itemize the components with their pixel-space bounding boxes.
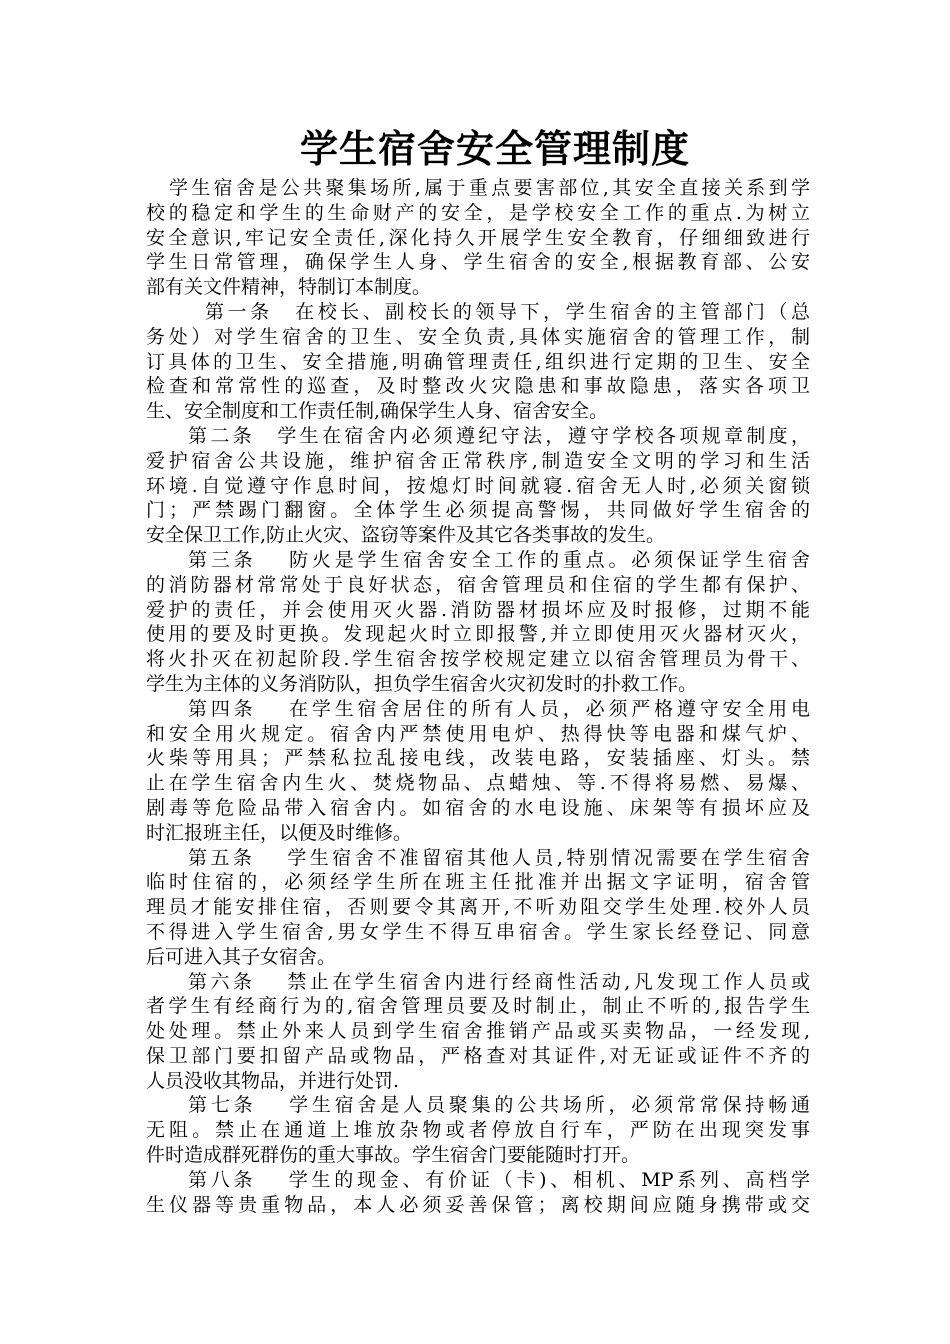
text-line: 第八条 学生的现金、有价证（卡)、相机、MP系列、高档学 (188, 1168, 810, 1191)
text-line: 第一条 在校长、副校长的领导下，学生宿舍的主管部门（总 (205, 300, 810, 323)
text-line: 安全意识,牢记安全责任,深化持久开展学生安全教育，仔细细致进行 (146, 226, 810, 249)
document-body (146, 176, 810, 1217)
text-line: 者学生有经商行为的,宿舍管理员要及时制止，制止不听的,报告学生 (146, 995, 810, 1018)
text-line: 安全保卫工作,防止火灾、盗窃等案件及其它各类事故的发生。 (146, 524, 666, 547)
text-line: 务处）对学生宿舍的卫生、安全负责,具体实施宿舍的管理工作，制 (146, 325, 810, 348)
text-line: 将火扑灭在初起阶段.学生宿舍按学校规定建立以宿舍管理员为骨干、 (146, 648, 810, 671)
text-line: 后可进入其子女宿舍。 (146, 945, 337, 968)
text-line: 和安全用火规定。宿舍内严禁使用电炉、热得快等电器和煤气炉、 (146, 722, 810, 745)
text-line: 校的稳定和学生的生命财产的安全，是学校安全工作的重点.为树立 (146, 201, 810, 224)
text-line: 门；严禁踢门翻窗。全体学生必须提高警惕，共同做好学生宿舍的 (146, 499, 810, 522)
text-line: 的消防器材常常处于良好状态，宿舍管理员和住宿的学生都有保护、 (146, 573, 810, 596)
text-line: 临时住宿的，必须经学生所在班主任批准并出据文字证明，宿舍管 (146, 871, 810, 894)
text-line: 生、安全制度和工作责任制,确保学生人身、宿舍安全。 (146, 400, 609, 423)
text-line: 时汇报班主任，以便及时维修。 (146, 821, 413, 844)
text-line: 剧毒等危险品带入宿舍内。如宿舍的水电设施、床架等有损坏应及 (146, 796, 810, 819)
text-line: 第七条 学生宿舍是人员聚集的公共场所，必须常常保持畅通 (188, 1094, 810, 1117)
text-line: 不得进入学生宿舍,男女学生不得互串宿舍。学生家长经登记、同意 (146, 920, 810, 943)
text-line: 爱护宿舍公共设施，维护宿舍正常秩序,制造安全文明的学习和生活 (146, 449, 810, 472)
text-line: 第四条 在学生宿舍居住的所有人员，必须严格遵守安全用电 (188, 697, 810, 720)
text-line: 部有关文件精神，特制订本制度。 (146, 276, 432, 299)
document-title: 学生宿舍安全管理制度 (299, 126, 690, 171)
text-line: 检查和常常性的巡查，及时整改火灾隐患和事故隐患，落实各项卫 (146, 375, 810, 398)
text-line: 学生日常管理，确保学生人身、学生宿舍的安全,根据教育部、公安 (146, 251, 810, 274)
text-line: 学生为主体的义务消防队，担负学生宿舍火灾初发时的扑救工作。 (146, 672, 698, 695)
text-line: 保卫部门要扣留产品或物品，严格查对其证件,对无证或证件不齐的 (146, 1044, 810, 1067)
text-line: 理员才能安排住宿，否则要令其离开,不听劝阻交学生处理.校外人员 (146, 896, 810, 919)
text-line: 订具体的卫生、安全措施,明确管理责任,组织进行定期的卫生、安全 (146, 350, 810, 373)
text-line: 第二条 学生在宿舍内必须遵纪守法，遵守学校各项规章制度， (188, 424, 810, 447)
text-line: 处处理。禁止外来人员到学生宿舍推销产品或买卖物品，一经发现, (146, 1020, 810, 1043)
text-line: 使用的要及时更换。发现起火时立即报警,并立即使用灭火器材灭火， (146, 623, 810, 646)
text-line: 件时造成群死群伤的重大事故。学生宿舍门要能随时打开。 (146, 1144, 641, 1167)
text-line: 第三条 防火是学生宿舍安全工作的重点。必须保证学生宿舍 (188, 548, 810, 571)
text-line: 无阻。禁止在通道上堆放杂物或者停放自行车，严防在出现突发事 (146, 1119, 810, 1142)
text-line: 第六条 禁止在学生宿舍内进行经商性活动,凡发现工作人员或 (188, 970, 810, 993)
text-line: 火柴等用具；严禁私拉乱接电线，改装电路，安装插座、灯头。禁 (146, 747, 810, 770)
text-line: 学生宿舍是公共聚集场所,属于重点要害部位,其安全直接关系到学 (169, 177, 810, 199)
text-line: 环境.自觉遵守作息时间，按熄灯时间就寝.宿舍无人时,必须关窗锁 (146, 474, 810, 497)
text-line: 止在学生宿舍内生火、焚烧物品、点蜡烛、等.不得将易燃、易爆、 (146, 772, 810, 795)
text-line: 人员没收其物品，并进行处罚. (146, 1069, 400, 1092)
text-line: 爱护的责任，并会使用灭火器.消防器材损坏应及时报修，过期不能 (146, 598, 810, 621)
text-line: 生仪器等贵重物品，本人必须妥善保管；离校期间应随身携带或交 (146, 1193, 810, 1216)
text-line: 第五条 学生宿舍不准留宿其他人员,特别情况需要在学生宿舍 (188, 846, 810, 869)
